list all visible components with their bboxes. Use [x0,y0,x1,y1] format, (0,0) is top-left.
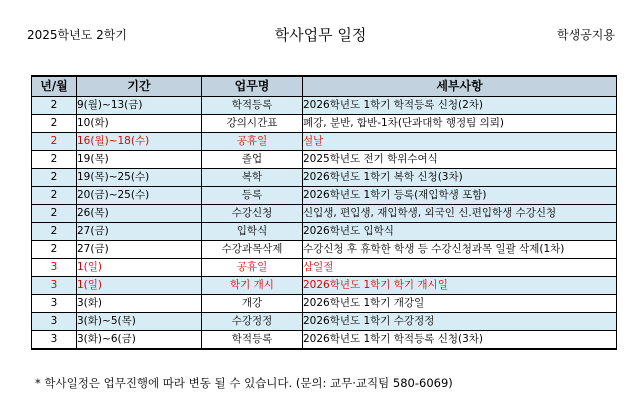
cell-task: 개강 [202,295,303,313]
cell-detail: 2026학년도 1학기 학기 개시일 [303,277,617,295]
table-row [32,205,617,223]
table-header-row [32,76,617,97]
cell-month: 2 [32,223,77,241]
cell-period: 27(금) [77,223,202,241]
table-row [32,97,617,115]
cell-period: 16(월)~18(수) [77,133,202,151]
cell-task: 공휴일 [202,259,303,277]
cell-detail: 2026학년도 입학식 [303,223,617,241]
table-row [32,151,617,169]
table-row [32,295,617,313]
cell-month: 3 [32,331,77,350]
table-row [32,223,617,241]
table-row [32,277,617,295]
column-header-task: 업무명 [202,76,303,97]
cell-period: 26(목) [77,205,202,223]
cell-month: 3 [32,259,77,277]
cell-task: 복학 [202,169,303,187]
cell-period: 1(일) [77,277,202,295]
table-row [32,241,617,259]
cell-detail: 2025학년도 전기 학위수여식 [303,151,617,169]
cell-period: 1(일) [77,259,202,277]
cell-month: 2 [32,205,77,223]
cell-period: 3(화)~5(목) [77,313,202,331]
table-row [32,331,617,350]
table-row [32,313,617,331]
cell-period: 19(목) [77,151,202,169]
cell-detail: 2026학년도 1학기 학적등록 신청(3차) [303,331,617,350]
cell-task: 졸업 [202,151,303,169]
cell-detail: 신입생, 편입생, 재입학생, 외국인 신.편입학생 수강신청 [303,205,617,223]
cell-task: 학적등록 [202,331,303,350]
schedule-table [31,75,617,350]
cell-period: 3(화) [77,295,202,313]
cell-month: 2 [32,187,77,205]
table-row [32,115,617,133]
cell-month: 3 [32,277,77,295]
cell-detail: 2026학년도 1학기 등록(재입학생 포함) [303,187,617,205]
cell-month: 2 [32,115,77,133]
column-header-detail: 세부사항 [303,76,617,97]
cell-detail: 수강신청 후 휴학한 학생 등 수강신청과목 일괄 삭제(1차) [303,241,617,259]
cell-detail: 설날 [303,133,617,151]
cell-detail: 2026학년도 1학기 학적등록 신청(2차) [303,97,617,115]
cell-task: 학기 개시 [202,277,303,295]
cell-month: 2 [32,169,77,187]
cell-detail: 삼일절 [303,259,617,277]
cell-task: 수강과목삭제 [202,241,303,259]
cell-period: 20(금)~25(수) [77,187,202,205]
cell-period: 27(금) [77,241,202,259]
cell-detail: 2026학년도 1학기 개강일 [303,295,617,313]
cell-period: 10(화) [77,115,202,133]
cell-task: 수강신청 [202,205,303,223]
cell-month: 2 [32,97,77,115]
table-row [32,133,617,151]
cell-task: 입학식 [202,223,303,241]
table-row [32,169,617,187]
cell-month: 2 [32,133,77,151]
table-row [32,187,617,205]
page-title: 학사업무 일정 [274,26,367,44]
cell-detail: 폐강, 분반, 합반-1차(단과대학 행정팀 의뢰) [303,115,617,133]
cell-detail: 2026학년도 1학기 복학 신청(3차) [303,169,617,187]
cell-period: 19(목)~25(수) [77,169,202,187]
audience-label: 학생공지용 [557,28,615,42]
cell-detail: 2026학년도 1학기 수강정정 [303,313,617,331]
cell-month: 2 [32,151,77,169]
footnote: * 학사일정은 업무진행에 따라 변동 될 수 있습니다. (문의: 교무·교직팀 580-6069) [35,376,453,390]
cell-month: 3 [32,313,77,331]
term-label: 2025학년도 2학기 [27,28,127,42]
cell-month: 3 [32,295,77,313]
column-header-period: 기간 [77,76,202,97]
column-header-month: 년/월 [32,76,77,97]
cell-task: 강의시간표 [202,115,303,133]
cell-month: 2 [32,241,77,259]
table-row [32,259,617,277]
cell-period: 9(월)~13(금) [77,97,202,115]
cell-task: 수강정정 [202,313,303,331]
cell-period: 3(화)~6(금) [77,331,202,350]
cell-task: 공휴일 [202,133,303,151]
cell-task: 학적등록 [202,97,303,115]
cell-task: 등록 [202,187,303,205]
